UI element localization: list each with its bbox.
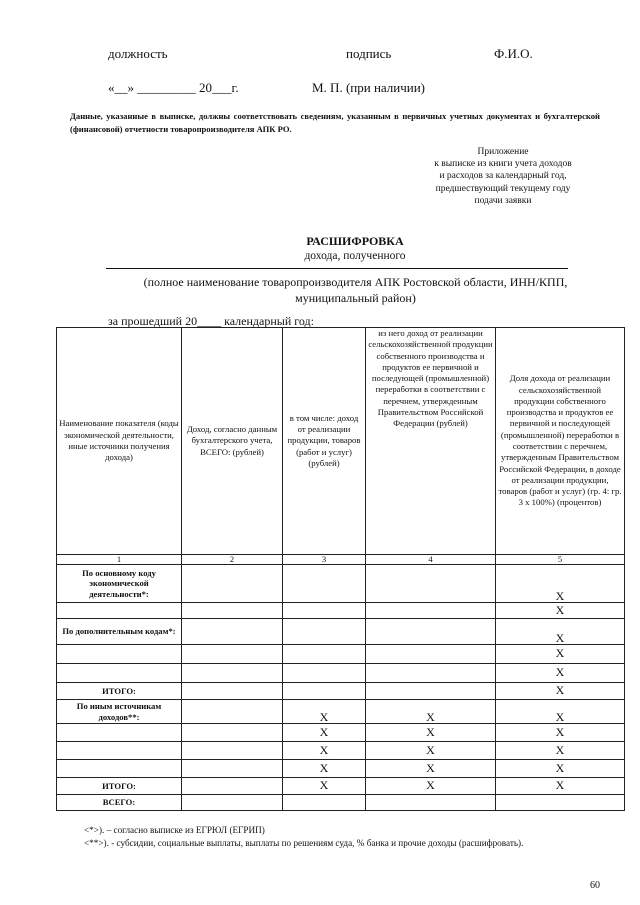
table-cell[interactable]	[57, 645, 182, 664]
table-cell[interactable]	[182, 700, 283, 724]
header-sales-income: в том числе: доход от реализации продукции, товаров (работ и услуг) (рублей)	[283, 328, 366, 555]
stamp-label: М. П. (при наличии)	[312, 80, 426, 95]
x-mark: Х	[366, 778, 496, 795]
table-cell[interactable]	[182, 760, 283, 778]
x-mark: Х	[496, 619, 625, 645]
table-row	[57, 619, 625, 645]
table-cell[interactable]	[366, 664, 496, 683]
document-subtitle: дохода, полученного	[304, 250, 406, 262]
column-number: 1	[57, 555, 182, 565]
additional-codes-label: По дополнительным кодам*:	[57, 619, 182, 645]
table-cell[interactable]	[283, 664, 366, 683]
table-cell[interactable]	[366, 619, 496, 645]
table-cell[interactable]	[496, 795, 625, 811]
signature-label: подпись	[346, 46, 392, 61]
header-total-income: Доход, согласно данным бухгалтерского учета, ВСЕГО: (рублей)	[182, 328, 283, 555]
table-row	[57, 742, 625, 760]
footnote: <**>). - субсидии, социальные выплаты, выплаты по решениям суда, % банка и прочие доходы (расшифровать).	[84, 838, 524, 848]
table-cell[interactable]	[57, 724, 182, 742]
other-sources-label: По иным источникам доходов**:	[57, 700, 182, 724]
x-mark: Х	[283, 742, 366, 760]
table-cell[interactable]	[283, 645, 366, 664]
x-mark: Х	[496, 778, 625, 795]
appendix-line: предшествующий текущему году	[435, 183, 571, 194]
table-cell[interactable]	[182, 565, 283, 603]
table-cell[interactable]	[182, 795, 283, 811]
date-line: «__» _________ 20___г.	[108, 80, 239, 95]
table-row	[57, 724, 625, 742]
header-indicator: Наименование показателя (коды экономической деятельности, иные источники получения дохода)	[57, 328, 182, 555]
x-mark: Х	[283, 760, 366, 778]
column-number: 2	[182, 555, 283, 565]
table-cell[interactable]	[283, 619, 366, 645]
table-row	[57, 603, 625, 619]
column-number-row	[57, 555, 625, 565]
table-cell[interactable]	[182, 603, 283, 619]
main-code-label: По основному коду экономической деятельности*:	[57, 565, 182, 603]
appendix-line: и расходов за календарный год,	[439, 171, 567, 182]
table-cell[interactable]	[283, 795, 366, 811]
table-cell[interactable]	[182, 645, 283, 664]
position-label: должность	[108, 46, 168, 61]
table-cell[interactable]	[182, 664, 283, 683]
document-title: РАСШИФРОВКА	[306, 234, 404, 248]
subtotal-label: ИТОГО:	[57, 778, 182, 795]
x-mark: Х	[283, 778, 366, 795]
table-cell[interactable]	[57, 760, 182, 778]
page-number: 60	[590, 880, 600, 891]
table-cell[interactable]	[366, 683, 496, 700]
x-mark: Х	[496, 603, 625, 619]
table-cell[interactable]	[182, 778, 283, 795]
x-mark: Х	[496, 664, 625, 683]
name-fill-line	[106, 268, 568, 269]
table-row	[57, 778, 625, 795]
appendix-line: к выписке из книги учета доходов	[434, 159, 572, 170]
x-mark: Х	[496, 565, 625, 603]
table-row	[57, 700, 625, 724]
table-row	[57, 664, 625, 683]
header-agri-share: Доля дохода от реализации сельскохозяйственной продукции собственного производства и продуктов ее первичной и последующей (промышленной) переработки в соответствии с перечнем, утвержденным Правительством Российской Федерации, в доходе от реализации продукции, товаров (работ и услуг) (гр. 4: гр. 3 х 100%) (процентов)	[496, 328, 625, 555]
table-cell[interactable]	[182, 742, 283, 760]
x-mark: Х	[366, 724, 496, 742]
x-mark: Х	[283, 724, 366, 742]
name-caption: (полное наименование товаропроизводителя АПК Ростовской области, ИНН/КПП, муниципальный район)	[143, 275, 568, 305]
x-mark: Х	[366, 700, 496, 724]
table-row	[57, 795, 625, 811]
table-cell[interactable]	[283, 683, 366, 700]
grand-total-label: ВСЕГО:	[57, 795, 182, 811]
period-label: за прошедший 20____ календарный год:	[108, 314, 314, 328]
table-row	[57, 683, 625, 700]
x-mark: Х	[283, 700, 366, 724]
table-cell[interactable]	[283, 565, 366, 603]
footnotes	[70, 824, 600, 850]
table-cell[interactable]	[57, 603, 182, 619]
table-cell[interactable]	[182, 683, 283, 700]
column-number: 5	[496, 555, 625, 565]
table-cell[interactable]	[366, 565, 496, 603]
x-mark: Х	[496, 724, 625, 742]
table-cell[interactable]	[57, 742, 182, 760]
table-cell[interactable]	[366, 795, 496, 811]
table-cell[interactable]	[283, 603, 366, 619]
x-mark: Х	[496, 645, 625, 664]
table-row	[57, 645, 625, 664]
x-mark: Х	[496, 760, 625, 778]
x-mark: Х	[366, 742, 496, 760]
fio-label: Ф.И.О.	[494, 46, 533, 61]
data-accuracy-notice: Данные, указанные в выписке, должны соответствовать сведениям, указанным в первичных учетных документах и бухгалтерской (финансовой) отчетности товаропроизводителя АПК РО.	[70, 111, 600, 134]
x-mark: Х	[496, 683, 625, 700]
table-cell[interactable]	[182, 619, 283, 645]
column-number: 4	[366, 555, 496, 565]
table-cell[interactable]	[366, 603, 496, 619]
table-cell[interactable]	[366, 645, 496, 664]
table-cell[interactable]	[57, 664, 182, 683]
table-row	[57, 565, 625, 603]
table-cell[interactable]	[182, 724, 283, 742]
appendix-block	[396, 146, 610, 207]
appendix-line: подачи заявки	[474, 195, 532, 206]
table-row	[57, 760, 625, 778]
x-mark: Х	[366, 760, 496, 778]
header-agri-income: из него доход от реализации сельскохозяйственной продукции собственного производства и продуктов ее первичной и последующей (промышленной) переработки в соответствии с перечнем, утвержденным Правительством Российской Федерации (рублей)	[366, 328, 496, 555]
income-breakdown-table	[56, 327, 625, 811]
x-mark: Х	[496, 742, 625, 760]
x-mark: Х	[496, 700, 625, 724]
footnote: <*>). – согласно выписке из ЕГРЮЛ (ЕГРИП)	[84, 825, 265, 835]
subtotal-label: ИТОГО:	[57, 683, 182, 700]
appendix-line: Приложение	[477, 147, 529, 157]
header-row	[57, 328, 625, 555]
column-number: 3	[283, 555, 366, 565]
